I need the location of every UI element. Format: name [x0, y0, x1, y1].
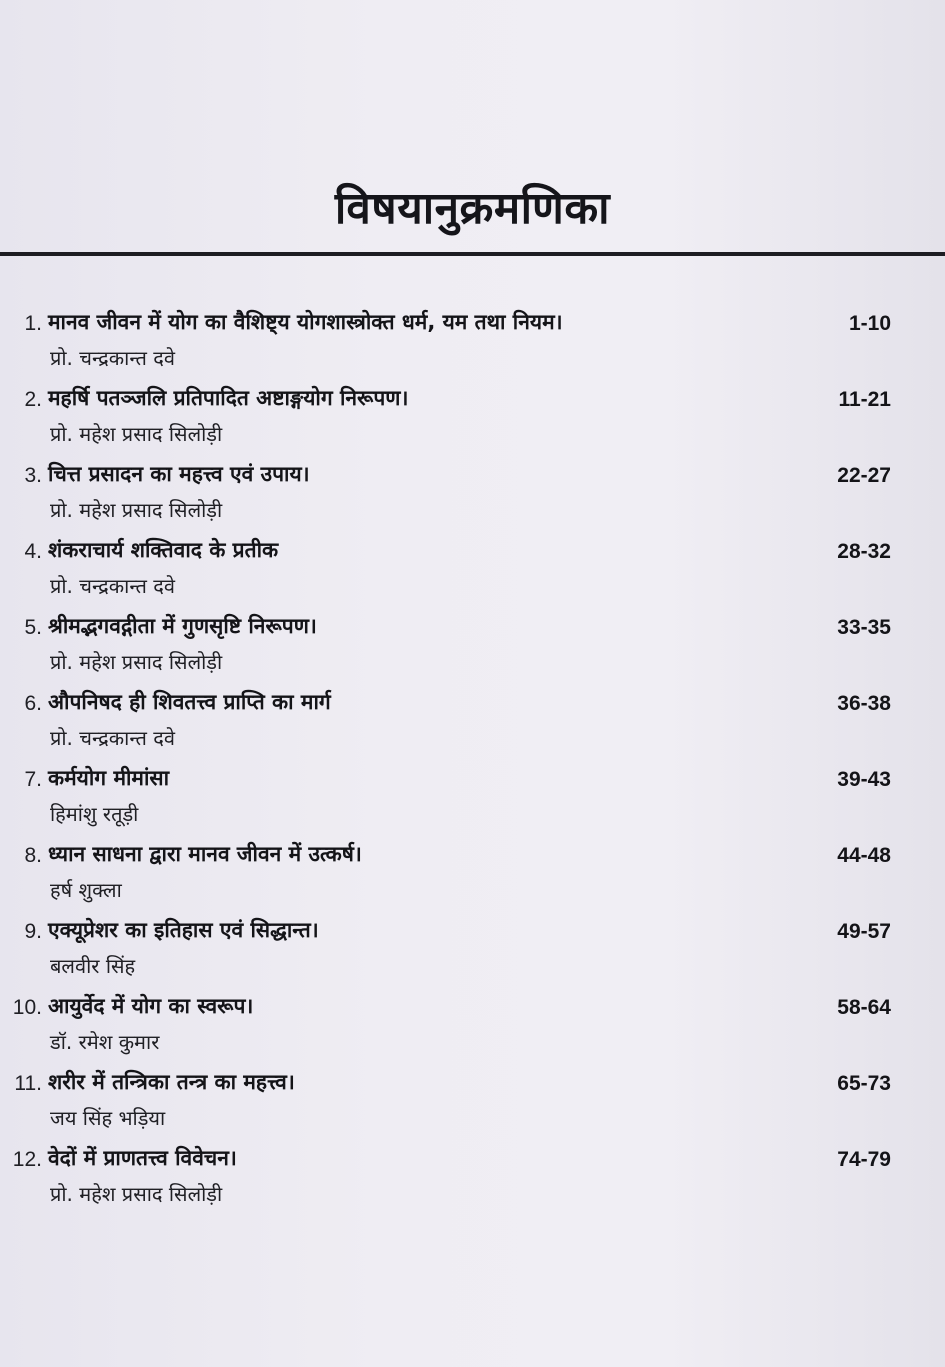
contents-entry	[0, 908, 945, 985]
entry-pages: 49-57	[837, 920, 891, 943]
entry-title: श्रीमद्भगवद्गीता में गुणसृष्टि निरूपण।	[48, 614, 317, 638]
entry-number: 6.	[24, 692, 42, 715]
contents-entry	[0, 452, 945, 529]
entry-author: हर्ष शुक्ला	[50, 878, 122, 902]
entry-pages: 58-64	[837, 996, 891, 1019]
entry-number: 12.	[12, 1148, 42, 1171]
contents-entry	[0, 832, 945, 909]
entry-pages: 28-32	[837, 540, 891, 563]
entry-title: शरीर में तन्त्रिका तन्त्र का महत्त्व।	[48, 1070, 295, 1094]
entry-number: 8.	[24, 844, 42, 867]
entry-pages: 44-48	[837, 844, 891, 867]
contents-entry	[0, 376, 945, 453]
entry-number: 3.	[24, 464, 42, 487]
entry-title: औपनिषद ही शिवतत्त्व प्राप्ति का मार्ग	[48, 690, 331, 714]
contents-entry	[0, 604, 945, 681]
entry-title: वेदों में प्राणतत्त्व विवेचन।	[48, 1146, 237, 1170]
entry-title: ध्यान साधना द्वारा मानव जीवन में उत्कर्ष।	[48, 842, 362, 866]
entry-author: प्रो. महेश प्रसाद सिलोड़ी	[50, 422, 223, 446]
entry-author: डॉ. रमेश कुमार	[50, 1030, 160, 1054]
entry-number: 11.	[14, 1072, 42, 1095]
contents-entry	[0, 300, 945, 377]
entry-title: आयुर्वेद में योग का स्वरूप।	[48, 994, 254, 1018]
contents-entry	[0, 1060, 945, 1137]
contents-entry	[0, 984, 945, 1061]
entry-title: कर्मयोग मीमांसा	[48, 766, 170, 790]
entry-pages: 36-38	[837, 692, 891, 715]
entry-title: शंकराचार्य शक्तिवाद के प्रतीक	[48, 538, 279, 562]
entry-author: जय सिंह भड़िया	[50, 1106, 166, 1130]
entry-number: 9.	[24, 920, 42, 943]
entry-author: प्रो. चन्द्रकान्त दवे	[50, 726, 175, 750]
entry-pages: 33-35	[837, 616, 891, 639]
entry-pages: 74-79	[837, 1148, 891, 1171]
entry-number: 1.	[24, 312, 42, 335]
entry-author: प्रो. चन्द्रकान्त दवे	[50, 346, 175, 370]
title-underline-divider	[0, 252, 945, 256]
contents-entry	[0, 680, 945, 757]
entry-title: मानव जीवन में योग का वैशिष्ट्य योगशास्त्रोक्त धर्म, यम तथा नियम।	[48, 310, 563, 334]
entry-author: प्रो. महेश प्रसाद सिलोड़ी	[50, 650, 223, 674]
entry-number: 5.	[24, 616, 42, 639]
entry-pages: 11-21	[838, 388, 891, 411]
contents-entry	[0, 528, 945, 605]
entry-pages: 1-10	[848, 312, 891, 335]
entry-number: 4.	[24, 540, 42, 563]
entry-number: 2.	[24, 388, 42, 411]
entry-title: एक्यूप्रेशर का इतिहास एवं सिद्धान्त।	[48, 918, 319, 942]
entry-number: 10.	[12, 996, 42, 1019]
entry-author: बलवीर सिंह	[50, 954, 136, 978]
entry-pages: 65-73	[837, 1072, 891, 1095]
entry-author: प्रो. महेश प्रसाद सिलोड़ी	[50, 498, 223, 522]
entry-author: प्रो. चन्द्रकान्त दवे	[50, 574, 175, 598]
contents-entry	[0, 756, 945, 833]
entry-pages: 22-27	[837, 464, 891, 487]
entry-title: महर्षि पतञ्जलि प्रतिपादित अष्टाङ्गयोग निरूपण।	[48, 386, 409, 410]
page-title: विषयानुक्रमणिका	[334, 183, 611, 234]
entry-author: प्रो. महेश प्रसाद सिलोड़ी	[50, 1182, 223, 1206]
entry-author: हिमांशु रतूड़ी	[50, 802, 139, 826]
entry-title: चित्त प्रसादन का महत्त्व एवं उपाय।	[48, 462, 310, 486]
entry-pages: 39-43	[837, 768, 891, 791]
entry-number: 7.	[24, 768, 42, 791]
contents-entry	[0, 1136, 945, 1213]
